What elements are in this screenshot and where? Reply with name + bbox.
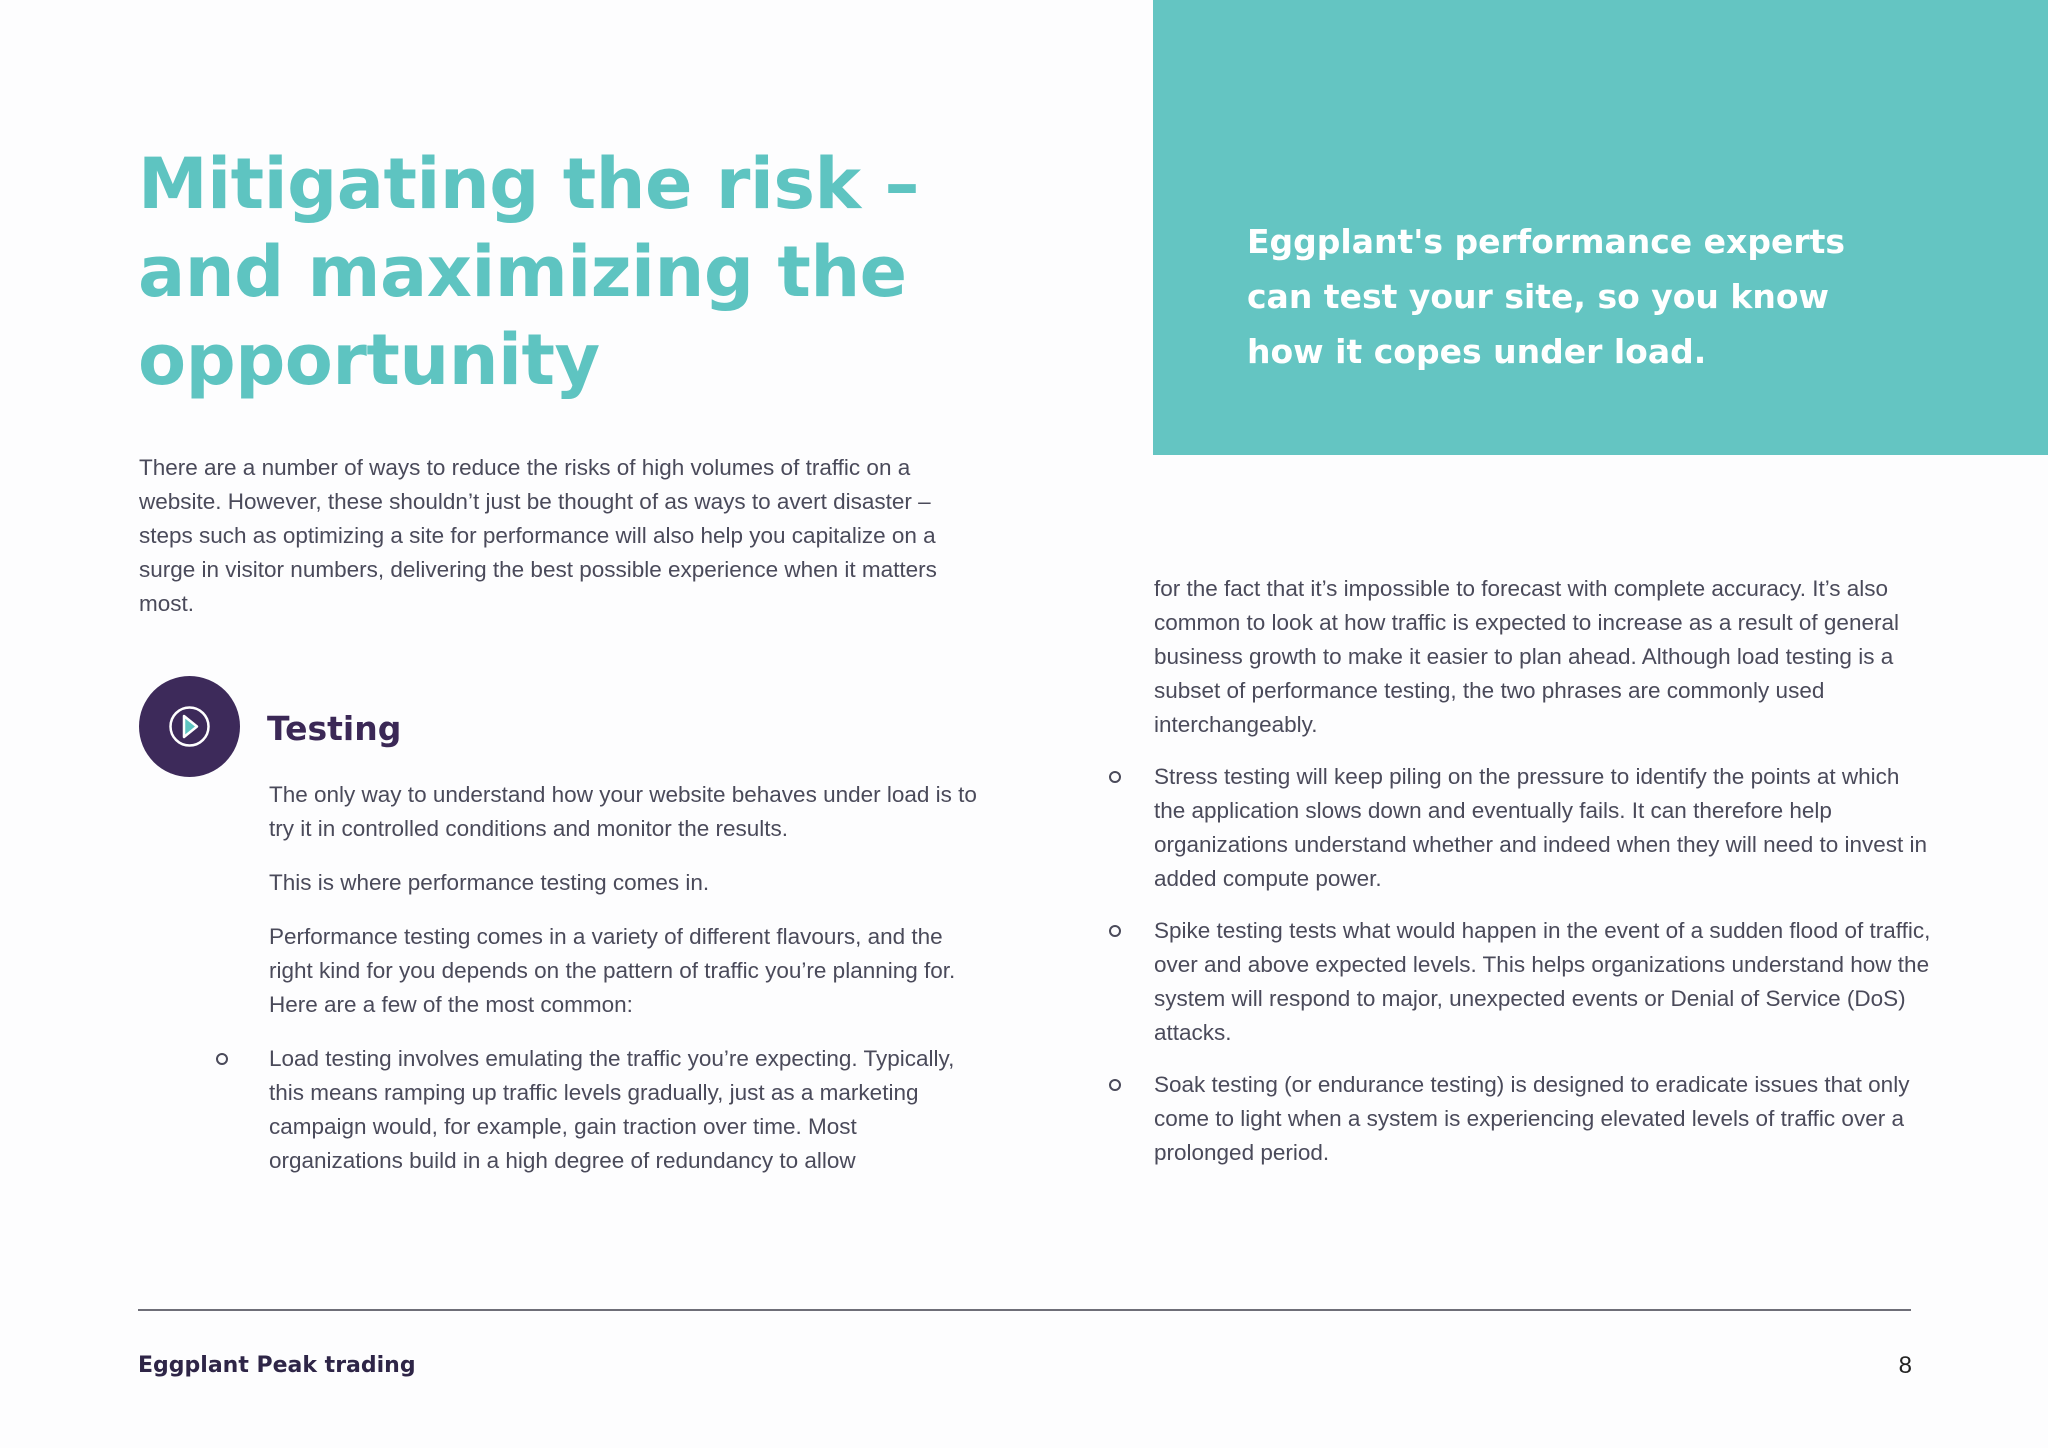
bullet-circle-icon <box>1109 925 1121 937</box>
page-title <box>138 140 938 404</box>
list-item-spike-testing <box>1154 914 1934 1050</box>
testing-left-column <box>269 778 989 1198</box>
list-item-soak-testing <box>1154 1068 1934 1170</box>
testing-paragraph-3: Performance testing comes in a variety of different flavours, and the right kind for you depends on the pattern of traffic you’re planning for. Here are a few of the most common: <box>269 924 956 1017</box>
load-testing-continued: for the fact that it’s impossible to forecast with complete accuracy. It’s also common to look at how traffic is expected to increase as a result of general business growth to make it easier to plan ahead. Although load testing is a subset of performance testing, the two phrases are commonly used interchangeably. <box>1154 576 1899 737</box>
title-line-2: and maximizing the <box>138 231 907 313</box>
callout-panel <box>1153 0 2048 455</box>
callout-line-2: can test your site, so you know <box>1247 277 1830 316</box>
title-line-3: opportunity <box>138 319 600 401</box>
list-item-stress-testing <box>1154 760 1934 896</box>
footer-divider <box>138 1309 1911 1311</box>
bullet-circle-icon <box>1109 1079 1121 1091</box>
soak-testing-text: Soak testing (or endurance testing) is designed to eradicate issues that only come to light when a system is experiencing elevated levels of traffic over a prolonged period. <box>1154 1072 1910 1165</box>
testing-heading: Testing <box>267 709 402 748</box>
footer-brand: Eggplant Peak trading <box>138 1353 416 1378</box>
bullet-circle-icon <box>216 1053 228 1065</box>
load-testing-text: Load testing involves emulating the traffic you’re expecting. Typically, this means ramping up traffic levels gradually, just as a marketing campaign would, for example, gain traction over time. Most organizations build in a high degree of redundancy to allow <box>269 1046 955 1173</box>
callout-line-3: how it copes under load. <box>1247 332 1707 371</box>
callout-line-1: Eggplant's performance experts <box>1247 222 1846 261</box>
play-circle-icon <box>139 676 240 777</box>
testing-paragraph-2: This is where performance testing comes in. <box>269 870 710 895</box>
list-item-load-testing <box>269 1042 989 1178</box>
callout-text <box>1247 214 1927 379</box>
page-number: 8 <box>1898 1352 1912 1379</box>
testing-right-column <box>1154 572 1934 1188</box>
bullet-circle-icon <box>1109 771 1121 783</box>
testing-paragraph-1: The only way to understand how your website behaves under load is to try it in controlled conditions and monitor the results. <box>269 782 977 841</box>
stress-testing-text: Stress testing will keep piling on the pressure to identify the points at which the application slows down and eventually fails. It can therefore help organizations understand whether and indeed when they will need to invest in added compute power. <box>1154 764 1928 891</box>
intro-paragraph: There are a number of ways to reduce the risks of high volumes of traffic on a website. However, these shouldn’t just be thought of as ways to avert disaster – steps such as optimizing a site for performance will also help you capitalize on a surge in visitor numbers, delivering the best possible experience when it matters most. <box>139 455 937 616</box>
title-line-1: Mitigating the risk – <box>138 143 919 225</box>
spike-testing-text: Spike testing tests what would happen in the event of a sudden flood of traffic, over and above expected levels. This helps organizations understand how the system will respond to major, unexpected events or Denial of Service (DoS) attacks. <box>1154 918 1931 1045</box>
